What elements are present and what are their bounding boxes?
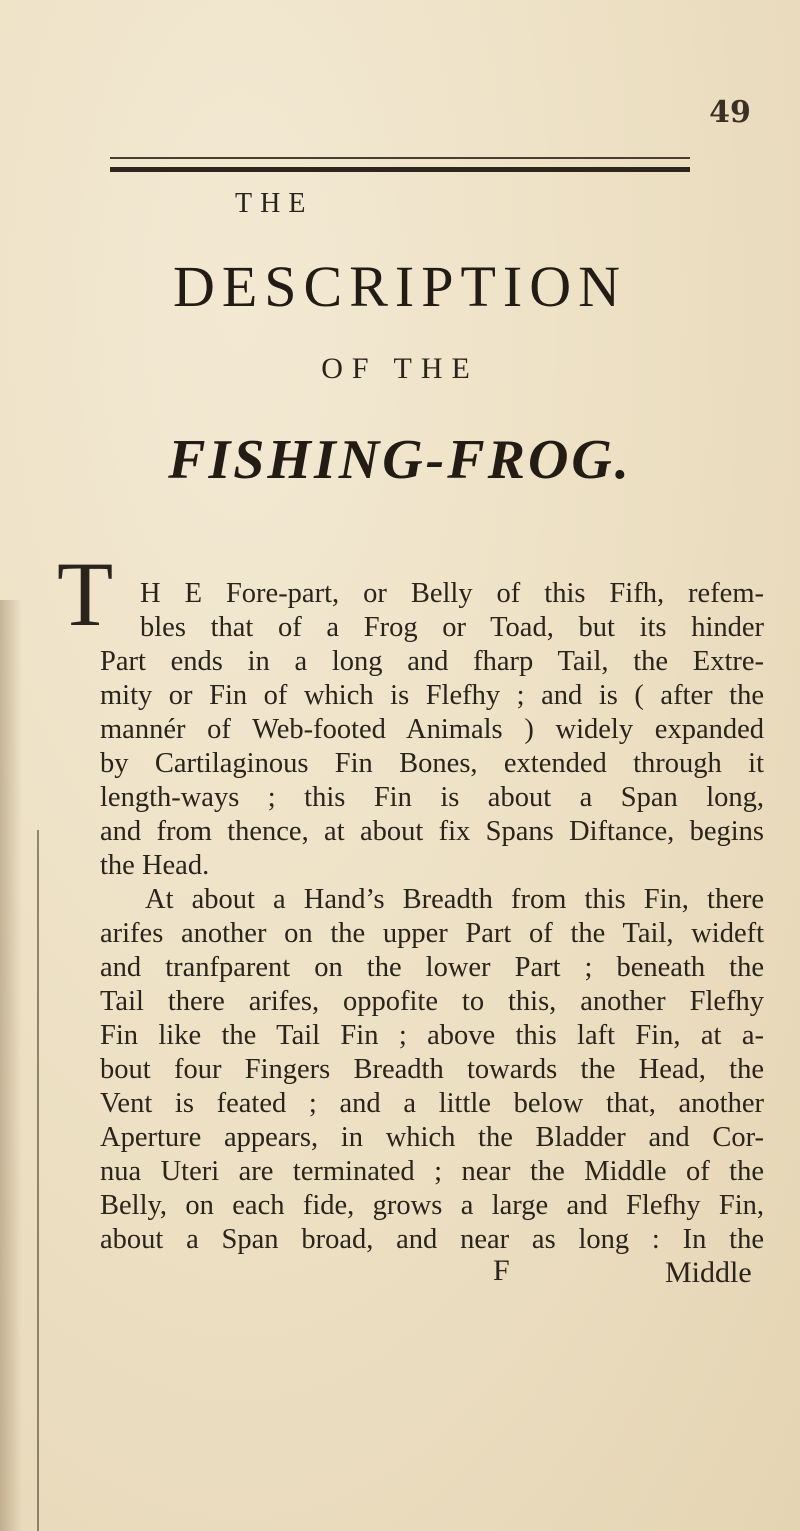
body-line-9: the Head. [100,850,210,881]
body-line-8: and from thence, at about fix Spans Diftance, begins [100,816,764,847]
header-rule-thin [110,157,690,159]
title-of-the: OF THE [321,352,479,385]
title-the: THE [235,188,314,219]
body-line-12: and tranfparent on the lower Part ; beneath the [100,952,764,983]
page-edge-line [37,830,39,1531]
body-line-18: nua Uteri are terminated ; near the Middle of the [100,1156,764,1187]
body-line-19: Belly, on each fide, grows a large and Flefhy Fin, [100,1190,764,1221]
body-line-6: by Cartilaginous Fin Bones, extended through it [100,748,764,779]
body-line-1: H E Fore-part, or Belly of this Fifh, refem- [140,578,764,609]
body-line-7: length-ways ; this Fin is about a Span long, [100,782,764,813]
body-line-15: bout four Fingers Breadth towards the Head, the [100,1054,764,1085]
drop-cap: T [57,543,114,645]
body-line-2: bles that of a Frog or Toad, but its hinder [140,612,764,643]
body-line-20: about a Span broad, and near as long : In the [100,1224,764,1255]
title-fishing-frog: FISHING-FROG. [168,429,632,491]
header-rule-thick [110,167,690,172]
body-line-17: Aperture appears, in which the Bladder and Cor- [100,1122,764,1153]
signature-mark: F [493,1254,510,1287]
page-edge-shadow [0,600,22,1531]
body-line-11: arifes another on the upper Part of the Tail, wideft [100,918,764,949]
page-number: 49 [709,95,751,130]
body-line-16: Vent is feated ; and a little below that, another [100,1088,764,1119]
body-line-5: mannér of Web-footed Animals ) widely expanded [100,714,764,745]
body-line-10: At about a Hand’s Breadth from this Fin, there [145,884,764,915]
catchword: Middle [665,1256,752,1289]
body-line-14: Fin like the Tail Fin ; above this laft Fin, at a- [100,1020,764,1051]
body-line-3: Part ends in a long and fharp Tail, the Extre- [100,646,764,677]
title-description: DESCRIPTION [172,254,628,319]
body-line-4: mity or Fin of which is Flefhy ; and is ( after the [100,680,764,711]
body-line-13: Tail there arifes, oppofite to this, another Flefhy [100,986,764,1017]
